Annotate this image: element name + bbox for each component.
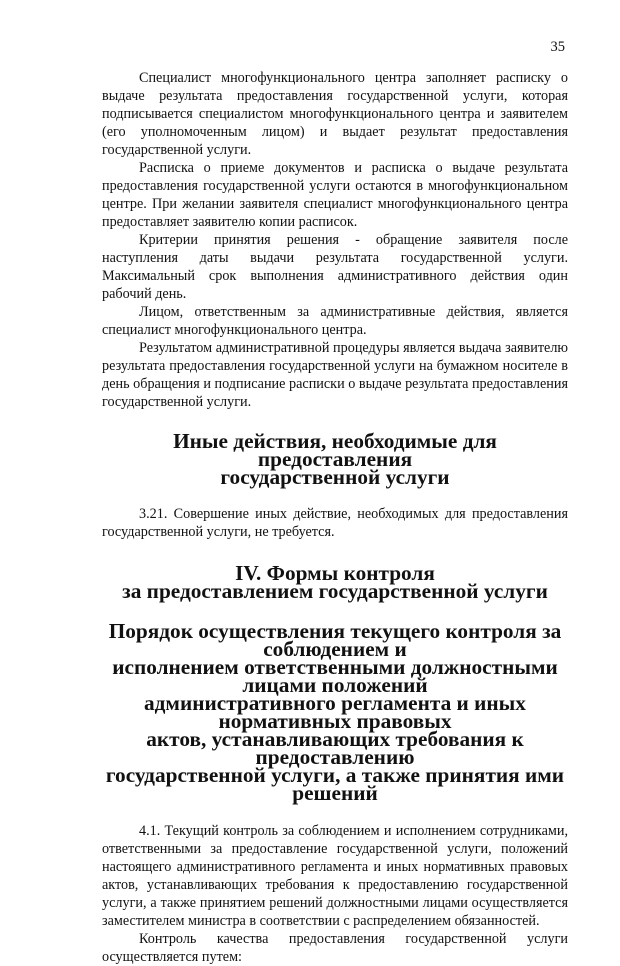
paragraph-responsible-person: Лицом, ответственным за административные действия, является специалист многофункционального центра.	[102, 304, 568, 338]
paragraph-decision-criteria: Критерии принятия решения - обращение заявителя после наступления даты выдачи результата государственной услуги. Максимальный срок выполнения административного действия один рабочий день.	[102, 232, 568, 302]
paragraph-procedure-result: Результатом административной процедуры является выдача заявителю результата предоставления государственной услуги на бумажном носителе в день обращения и подписание расписки о выдаче результата предоставления государственной услуги.	[102, 340, 568, 410]
document-body	[102, 69, 568, 966]
heading-section-iv	[102, 561, 568, 603]
paragraph-3-21: 3.21. Совершение иных действие, необходимых для предоставления государственной услуги, не требуется.	[102, 506, 568, 540]
heading-control-procedure-line-4: актов, устанавливающих требования к предоставлению	[146, 727, 524, 769]
paragraph-receipt-filling: Специалист многофункционального центра заполняет расписку о выдаче результата предоставления государственной услуги, которая подписывается специалистом многофункционального центра и заявителем (его уполномоченным лицом) и выдает результат предоставления государственной услуги.	[102, 70, 568, 158]
heading-control-procedure-line-2: исполнением ответственными должностными лицами положений	[112, 655, 558, 697]
paragraph-receipts-kept: Расписка о приеме документов и расписка о выдаче результата предоставления государственной услуги остаются в многофункциональном центре. При желании заявителя специалист многофункционального центра предоставляет заявителю копии расписок.	[102, 160, 568, 230]
heading-section-iv-line-2: за предоставлением государственной услуги	[122, 579, 548, 603]
page-number: 35	[550, 39, 565, 55]
heading-section-iv-line-1: IV. Формы контроля	[235, 561, 435, 585]
heading-control-procedure	[102, 619, 568, 805]
heading-control-procedure-line-3: административного регламента и иных нормативных правовых	[144, 691, 526, 733]
heading-other-actions	[102, 429, 568, 489]
heading-other-actions-line-1: Иные действия, необходимые для предоставления	[173, 429, 497, 471]
paragraph-quality-control: Контроль качества предоставления государственной услуги осуществляется путем:	[102, 931, 568, 965]
heading-control-procedure-line-1: Порядок осуществления текущего контроля за соблюдением и	[108, 619, 562, 661]
paragraph-4-1: 4.1. Текущий контроль за соблюдением и исполнением сотрудниками, ответственными за предоставление государственной услуги, положений настоящего административного регламента и иных нормативных правовых актов, устанавливающих требования к предоставлению государственной услуги, а также принятием решений должностными лицами осуществляется заместителем министра в соответствии с распределением обязанностей.	[102, 823, 568, 929]
heading-control-procedure-line-5: государственной услуги, а также принятия ими решений	[105, 763, 565, 805]
heading-other-actions-line-2: государственной услуги	[220, 465, 450, 489]
